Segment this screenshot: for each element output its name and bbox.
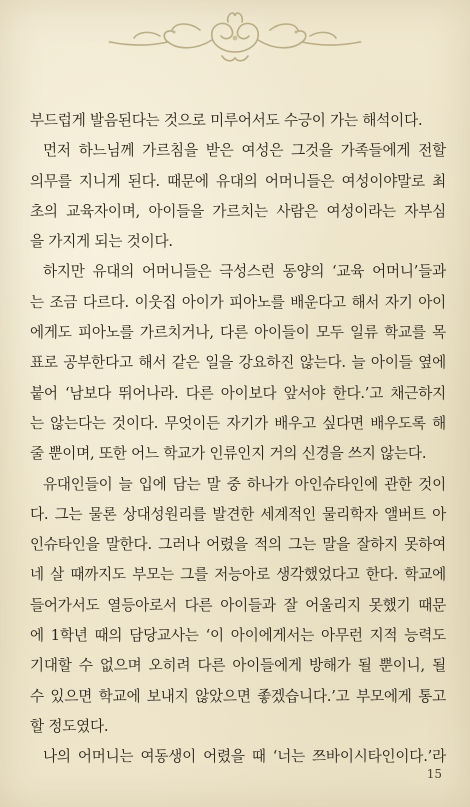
body-text [30,106,446,773]
text-line: 수 있으면 학교에 보내지 않았으면 좋겠습니다.’고 부모에게 통고 [30,687,446,705]
text-line: 는 조금 다르다. 이웃집 아이가 피아노를 배운다고 해서 자기 아이 [30,293,446,311]
text-line: 붙어 ‘남보다 뛰어나라. 다른 아이보다 앞서야 한다.’고 채근하지 [30,384,446,402]
text-line: 에게도 피아노를 가르치거나, 다른 아이들이 모두 일류 학교를 목 [30,324,446,342]
text-line: 하지만 유대의 어머니들은 극성스런 동양의 ‘교육 어머니’들과 [43,263,446,281]
text-line: 들어가서도 열등아로서 다른 아이들과 잘 어울리지 못했기 때문 [30,596,446,614]
text-line: 초의 교육자이며, 아이들을 가르치는 사람은 여성이라는 자부심 [30,202,446,220]
text-line: 먼저 하느님께 가르침을 받은 여성은 그것을 가족들에게 전할 [43,142,446,160]
text-line: 부드럽게 발음된다는 것으로 미루어서도 수긍이 가는 해석이다. [30,112,423,129]
text-line: 는 않는다는 것이다. 무엇이든 자기가 배우고 싶다면 배우도록 해 [30,414,446,432]
text-line: 줄 뿐이며, 또한 어느 학교가 인류인지 거의 신경을 쓰지 않는다. [30,445,427,463]
text-line: 네 살 때까지도 부모는 그를 저능아로 생각했었다고 한다. 학교에 [30,566,446,584]
decorative-flourish-icon [0,0,470,80]
text-line: 나의 어머니는 여동생이 어렸을 때 ‘너는 쯔바이시타인이다.’라 [43,748,446,766]
text-line: 유대인들이 늘 입에 담는 말 중 하나가 아인슈타인에 관한 것이 [43,475,446,493]
text-line: 할 정도였다. [30,717,109,735]
text-line: 표로 공부한다고 해서 같은 일을 강요하진 않는다. 늘 아이들 옆에 [30,354,446,372]
text-line: 의무를 지니게 된다. 때문에 유대의 어머니들은 여성이야말로 최 [30,172,446,190]
page-number: 15 [426,767,442,781]
text-line: 을 가지게 되는 것이다. [30,233,173,251]
text-line: 인슈타인을 말한다. 그러나 어렸을 적의 그는 말을 잘하지 못하여 [30,536,446,554]
text-line: 다. 그는 물론 상대성원리를 발견한 세계적인 물리학자 앨버트 아 [30,505,446,523]
text-line: 에 1학년 때의 담당교사는 ‘이 아이에게서는 아무런 지적 능력도 [30,627,446,645]
text-line: 기대할 수 없으며 오히려 다른 아이들에게 방해가 될 뿐이니, 될 [30,657,446,675]
